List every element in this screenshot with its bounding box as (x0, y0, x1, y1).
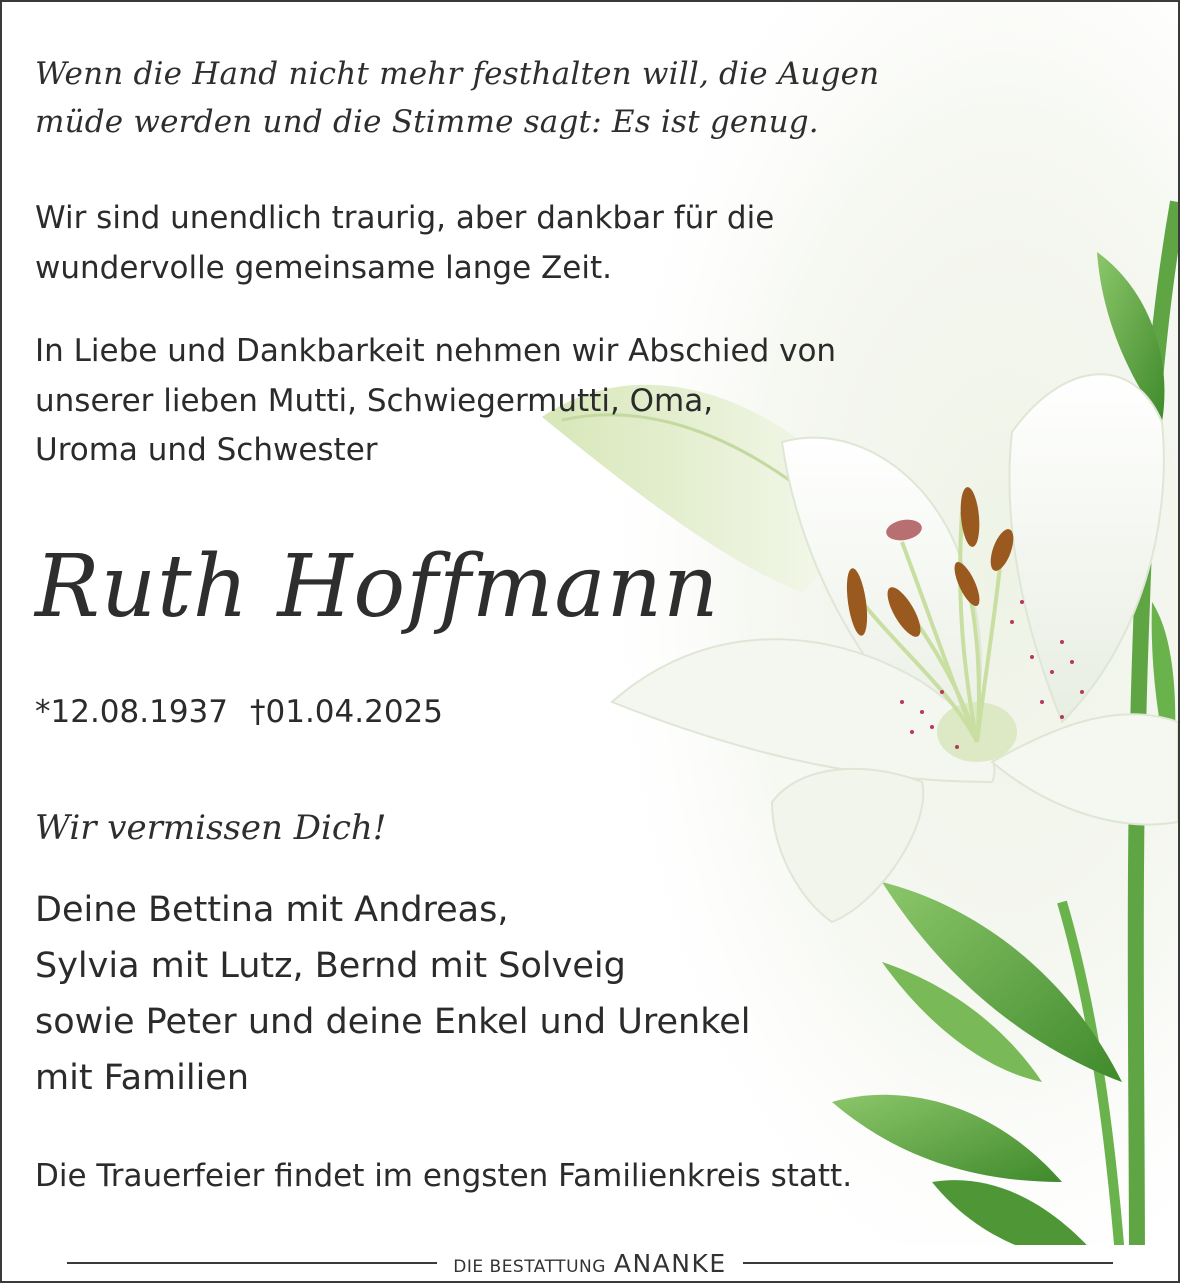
family-line: Sylvia mit Lutz, Bernd mit Solveig (35, 946, 626, 986)
farewell-paragraph (35, 327, 836, 476)
service-notice: Die Trauerfeier findet im engsten Familienkreis statt. (35, 1158, 853, 1194)
family-line: Deine Bettina mit Andreas, (35, 890, 509, 930)
farewell-line: Uroma und Schwester (35, 432, 378, 469)
funeral-home-prefix: DIE BESTATTUNG (453, 1256, 606, 1277)
footer-rule-right (743, 1262, 1113, 1264)
family-line: mit Familien (35, 1058, 250, 1098)
funeral-home-brand (437, 1249, 742, 1278)
intro-paragraph (35, 194, 774, 293)
death-date: †01.04.2025 (250, 694, 443, 730)
farewell-line: unserer lieben Mutti, Schwiegermutti, Oma, (35, 382, 714, 419)
intro-line: wundervolle gemeinsame lange Zeit. (35, 249, 612, 286)
life-dates (35, 692, 443, 732)
funeral-home-name: ANANKE (613, 1248, 727, 1278)
family-line: sowie Peter und deine Enkel und Urenkel (35, 1002, 751, 1042)
deceased-name: Ruth Hoffmann (35, 537, 720, 637)
footer-rule-left (67, 1262, 437, 1264)
farewell-line: In Liebe und Dankbarkeit nehmen wir Abschied von (35, 333, 837, 369)
poem-verse (35, 50, 879, 146)
poem-line: müde werden und die Stimme sagt: Es ist genug. (35, 104, 819, 141)
birth-date: *12.08.1937 (35, 694, 228, 730)
funeral-home-footer (2, 1245, 1178, 1281)
family-signatures (35, 882, 750, 1106)
intro-line: Wir sind unendlich traurig, aber dankbar für die (35, 200, 775, 236)
poem-line: Wenn die Hand nicht mehr festhalten will, die Augen (35, 56, 880, 92)
miss-you-line: Wir vermissen Dich! (35, 808, 387, 848)
